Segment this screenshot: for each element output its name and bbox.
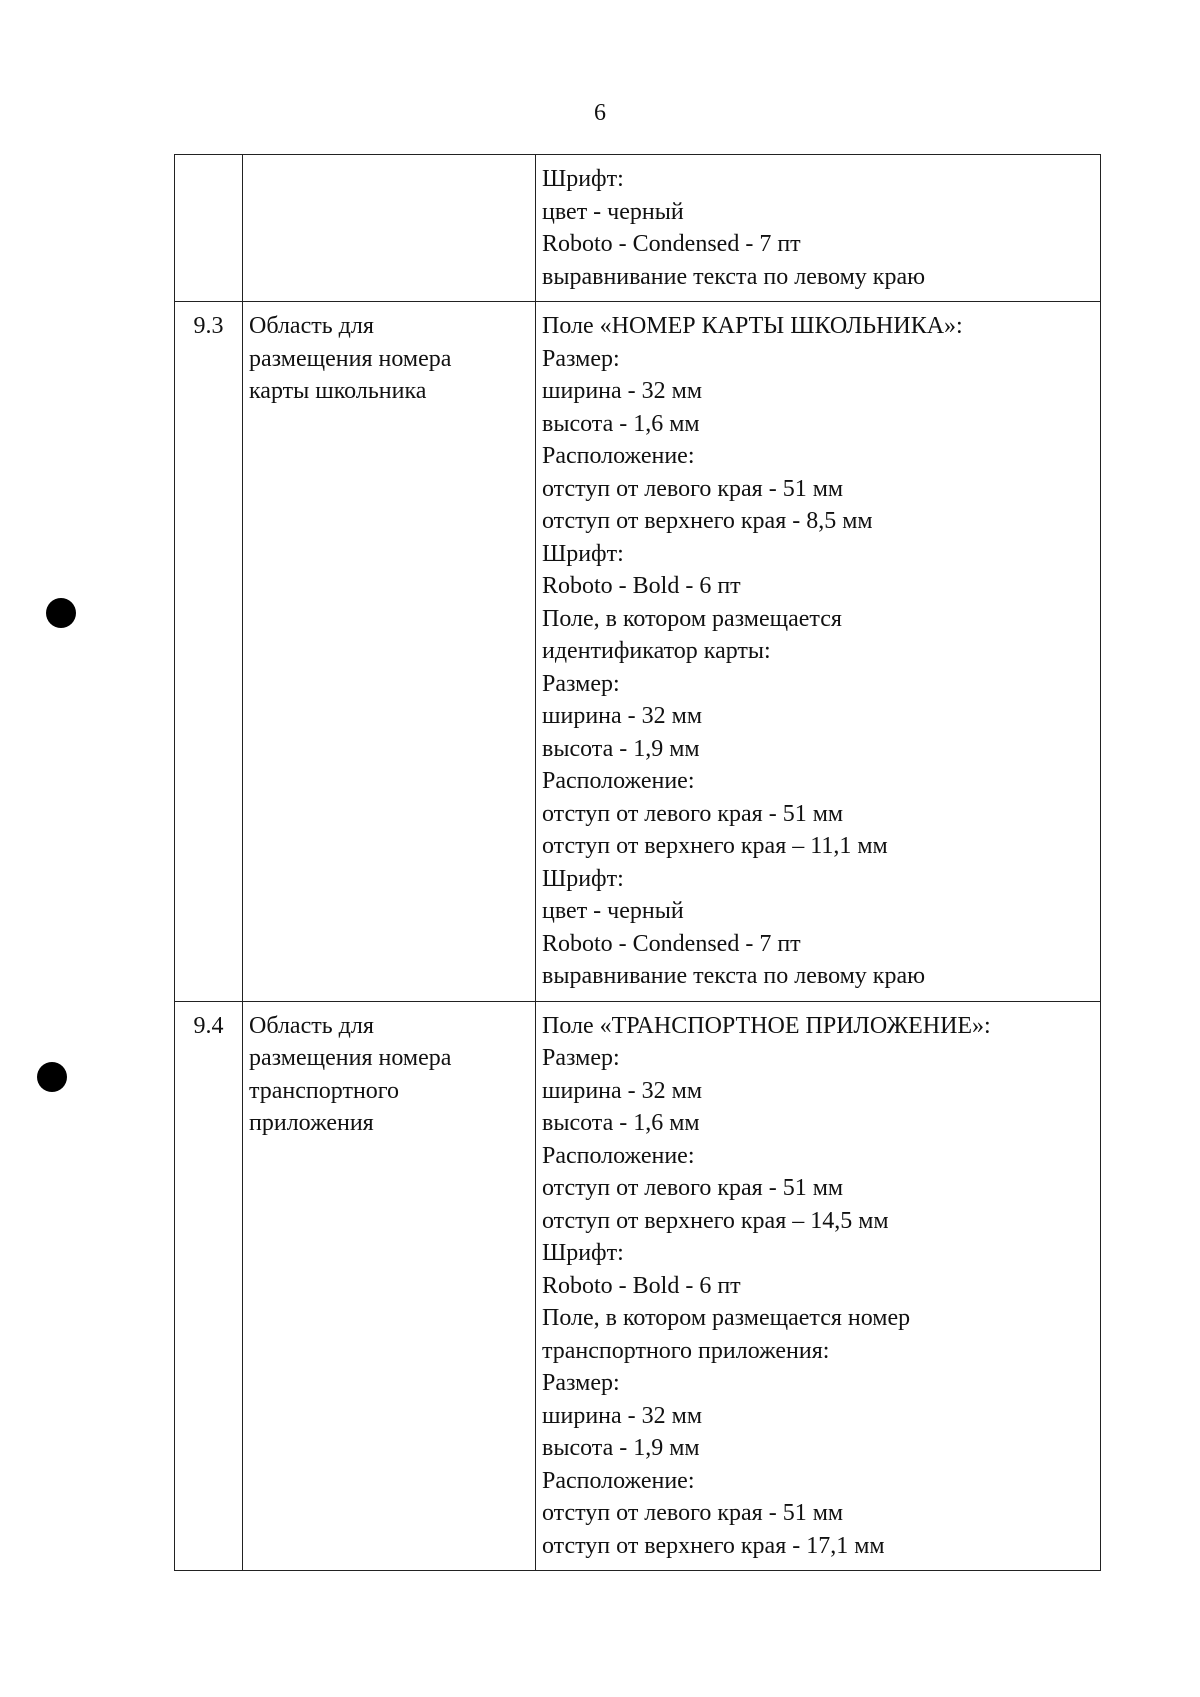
description-text-line: отступ от левого края - 51 мм — [542, 1175, 844, 1201]
description-cell — [536, 1001, 1101, 1571]
description-text-line: отступ от верхнего края - 8,5 мм — [542, 508, 873, 534]
area-text-line: транспортного — [249, 1077, 400, 1104]
description-text-line: отступ от левого края - 51 мм — [542, 800, 844, 827]
description-text-line: Размер: — [542, 345, 620, 372]
description-text-line: отступ от верхнего края - 17,1 мм — [542, 1532, 885, 1559]
description-text-line: Roboto - Condensed - 7 пт — [542, 930, 801, 957]
punch-hole-mark — [37, 1062, 67, 1092]
description-text-line: высота - 1,9 мм — [542, 735, 700, 762]
description-text-line: Roboto - Condensed - 7 пт — [542, 231, 801, 257]
row-number — [175, 155, 243, 302]
specification-table — [174, 154, 1101, 1571]
description-text-line: Поле, в котором размещается — [542, 605, 842, 632]
area-text-line: Область для — [249, 313, 374, 339]
description-cell — [536, 302, 1101, 1002]
punch-hole-mark — [46, 598, 76, 628]
area-text-line: размещения номера — [249, 1045, 452, 1071]
description-text-line: Размер: — [542, 670, 620, 697]
description-text-line: отступ от левого края - 51 мм — [542, 1500, 844, 1526]
description-text-line: цвет - черный — [542, 198, 684, 225]
description-text-line: Шрифт: — [542, 865, 624, 892]
description-text-line: Расположение: — [542, 1142, 695, 1169]
description-text-line: ширина - 32 мм — [542, 1402, 703, 1429]
row-number: 9.4 — [175, 1001, 243, 1571]
table-row — [175, 302, 1101, 1002]
table-row — [175, 155, 1101, 302]
description-text-line: Размер: — [542, 1045, 620, 1071]
area-text-line: Область для — [249, 1012, 374, 1039]
area-cell — [243, 155, 536, 302]
description-text-line: ширина - 32 мм — [542, 378, 703, 404]
description-text-line: Поле, в котором размещается номер — [542, 1305, 911, 1331]
specification-table-body — [175, 155, 1101, 1571]
description-text-line: Roboto - Bold - 6 пт — [542, 1272, 741, 1299]
area-text-line: приложения — [249, 1110, 374, 1136]
description-text-line: Шрифт: — [542, 540, 624, 567]
description-text-line: Шрифт: — [542, 1240, 624, 1266]
area-text-line: размещения номера — [249, 345, 452, 372]
description-text-line: Поле «НОМЕР КАРТЫ ШКОЛЬНИКА»: — [542, 313, 963, 339]
description-text-line: выравнивание текста по левому краю — [542, 963, 926, 989]
description-text-line: Размер: — [542, 1370, 620, 1396]
description-text-line: отступ от верхнего края – 14,5 мм — [542, 1207, 889, 1234]
row-number: 9.3 — [175, 302, 243, 1002]
description-text-line: транспортного приложения: — [542, 1337, 830, 1364]
area-text-line: карты школьника — [249, 378, 427, 404]
description-text-line: высота - 1,9 мм — [542, 1435, 700, 1461]
description-text-line: идентификатор карты: — [542, 638, 771, 664]
description-text-line: цвет - черный — [542, 898, 684, 924]
description-text-line: Расположение: — [542, 1467, 695, 1494]
area-cell — [243, 302, 536, 1002]
description-text-line: Поле «ТРАНСПОРТНОЕ ПРИЛОЖЕНИЕ»: — [542, 1012, 991, 1039]
page-number: 6 — [594, 100, 606, 126]
description-text-line: высота - 1,6 мм — [542, 1110, 700, 1136]
description-text-line: отступ от левого края - 51 мм — [542, 475, 844, 502]
table-row — [175, 1001, 1101, 1571]
description-text-line: выравнивание текста по левому краю — [542, 263, 926, 290]
description-text-line: Шрифт: — [542, 166, 624, 192]
area-cell — [243, 1001, 536, 1571]
description-text-line: ширина - 32 мм — [542, 1077, 703, 1104]
description-text-line: высота - 1,6 мм — [542, 410, 700, 437]
description-text-line: Расположение: — [542, 443, 695, 469]
description-text-line: Roboto - Bold - 6 пт — [542, 573, 741, 599]
description-text-line: отступ от верхнего края – 11,1 мм — [542, 833, 888, 859]
description-text-line: ширина - 32 мм — [542, 703, 703, 729]
description-cell — [536, 155, 1101, 302]
description-text-line: Расположение: — [542, 768, 695, 794]
